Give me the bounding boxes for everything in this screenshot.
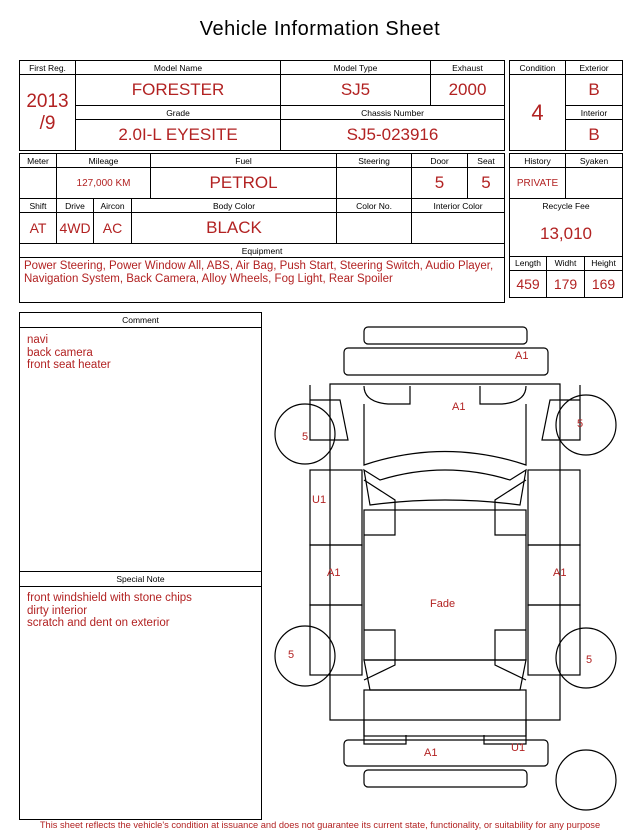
comment-line: front seat heater xyxy=(27,359,111,371)
right-fender xyxy=(528,470,580,545)
condition-label: Condition xyxy=(510,61,566,75)
exhaust-label: Exhaust xyxy=(431,61,505,75)
windshield xyxy=(364,470,526,505)
interior-value: B xyxy=(566,120,623,151)
exterior-label: Exterior xyxy=(566,61,623,75)
tire-front-right xyxy=(556,395,616,455)
length-label: Length xyxy=(510,256,547,270)
rear-bumper-bottom xyxy=(364,770,527,787)
left-front-window xyxy=(364,480,395,535)
mark-left-fender: U1 xyxy=(312,494,327,506)
comment-line: back camera xyxy=(27,346,93,359)
color-no-label: Color No. xyxy=(337,199,412,213)
tire-rear-left xyxy=(275,626,335,686)
seat-value: 5 xyxy=(468,168,505,199)
roof xyxy=(364,510,526,660)
height-value: 169 xyxy=(585,270,623,297)
model-type-value: SJ5 xyxy=(281,75,431,106)
shift-label: Shift xyxy=(20,199,57,213)
exterior-value: B xyxy=(566,75,623,106)
history-value: PRIVATE xyxy=(510,168,566,199)
model-name-value: FORESTER xyxy=(76,75,281,106)
sheet-title: Vehicle Information Sheet xyxy=(199,18,441,40)
grade-label: Grade xyxy=(76,106,281,120)
comment-title: Comment xyxy=(20,313,261,328)
mark-front-bumper: A1 xyxy=(515,350,529,362)
equipment-text: Power Steering, Power Window All, ABS, Air Bag, Push Start, Steering Switch, Audio Player, Navigation System, Back Camera, Alloy Wheels, Fog Light, Rear Spoiler xyxy=(24,260,494,285)
left-rear-window xyxy=(364,630,395,680)
special-note-title: Special Note xyxy=(20,572,261,587)
chassis-label: Chassis Number xyxy=(281,106,505,120)
special-note-line: dirty interior xyxy=(27,604,88,617)
mark-left-door: A1 xyxy=(327,567,341,579)
first-reg-label: First Reg. xyxy=(20,61,76,75)
height-label: Height xyxy=(585,256,623,270)
interior-color-label: Interior Color xyxy=(412,199,505,213)
fuel-label: Fuel xyxy=(151,154,337,168)
body-color-value: BLACK xyxy=(132,213,337,244)
rear-window xyxy=(364,660,526,690)
special-note-line: front windshield with stone chips xyxy=(27,592,192,604)
mark-rear-bumper-u: U1 xyxy=(511,742,526,754)
special-note-line: scratch and dent on exterior xyxy=(27,617,170,629)
left-fender xyxy=(310,470,362,545)
mark-tire-rr: 5 xyxy=(586,654,593,666)
width-value: 179 xyxy=(547,270,585,297)
right-rear-door xyxy=(528,605,580,675)
first-reg-month: /9 xyxy=(39,112,56,134)
drive-label: Drive xyxy=(57,199,94,213)
right-a-pillar xyxy=(542,385,580,440)
mark-tire-fr: 5 xyxy=(577,418,584,430)
trunk xyxy=(364,690,526,736)
comment-line: navi xyxy=(27,334,49,346)
drive-value: 4WD xyxy=(57,213,94,244)
mark-roof: Fade xyxy=(430,598,456,610)
right-headlight xyxy=(480,386,526,404)
door-value: 5 xyxy=(412,168,468,199)
model-type-label: Model Type xyxy=(281,61,431,75)
spare-tire xyxy=(556,750,616,810)
left-a-pillar xyxy=(310,385,348,440)
width-label: Widht xyxy=(547,256,585,270)
first-reg-year: 2013 xyxy=(26,90,69,112)
shift-value: AT xyxy=(20,213,57,244)
seat-label: Seat xyxy=(468,154,505,168)
mileage-value: 127,000 KM xyxy=(57,168,151,199)
grade-value: 2.0I-L EYESITE xyxy=(76,120,281,151)
left-headlight xyxy=(364,386,410,404)
meter-label: Meter xyxy=(20,154,57,168)
right-rear-window xyxy=(495,630,526,680)
right-front-window xyxy=(495,480,526,535)
front-bumper-top xyxy=(364,327,527,344)
mark-tire-rl: 5 xyxy=(288,649,295,661)
steering-label: Steering xyxy=(337,154,412,168)
fuel-value: PETROL xyxy=(151,168,337,199)
condition-value: 4 xyxy=(510,75,566,151)
disclaimer-footer: This sheet reflects the vehicle's condition at issuance and does not guarantee its current state, functionality, or suitability for any purpose xyxy=(39,820,601,830)
recycle-fee-label: Recycle Fee xyxy=(510,199,623,213)
syaken-label: Syaken xyxy=(566,154,623,168)
door-label: Door xyxy=(412,154,468,168)
mark-rear-bumper-a: A1 xyxy=(424,747,438,759)
model-name-label: Model Name xyxy=(76,61,281,75)
length-value: 459 xyxy=(510,270,547,297)
exhaust-value: 2000 xyxy=(431,75,505,106)
mileage-label: Mileage xyxy=(57,154,151,168)
history-label: History xyxy=(510,154,566,168)
aircon-label: Aircon xyxy=(94,199,132,213)
recycle-fee-value: 13,010 xyxy=(510,212,623,256)
body-color-label: Body Color xyxy=(132,199,337,213)
hood xyxy=(364,404,526,465)
mark-hood: A1 xyxy=(452,401,466,413)
equipment-label: Equipment xyxy=(20,244,505,258)
left-rear-door xyxy=(310,605,362,675)
mark-right-door: A1 xyxy=(553,567,567,579)
chassis-value: SJ5-023916 xyxy=(281,120,505,151)
interior-label: Interior xyxy=(566,106,623,120)
mark-tire-fl: 5 xyxy=(302,431,309,443)
aircon-value: AC xyxy=(94,213,132,244)
